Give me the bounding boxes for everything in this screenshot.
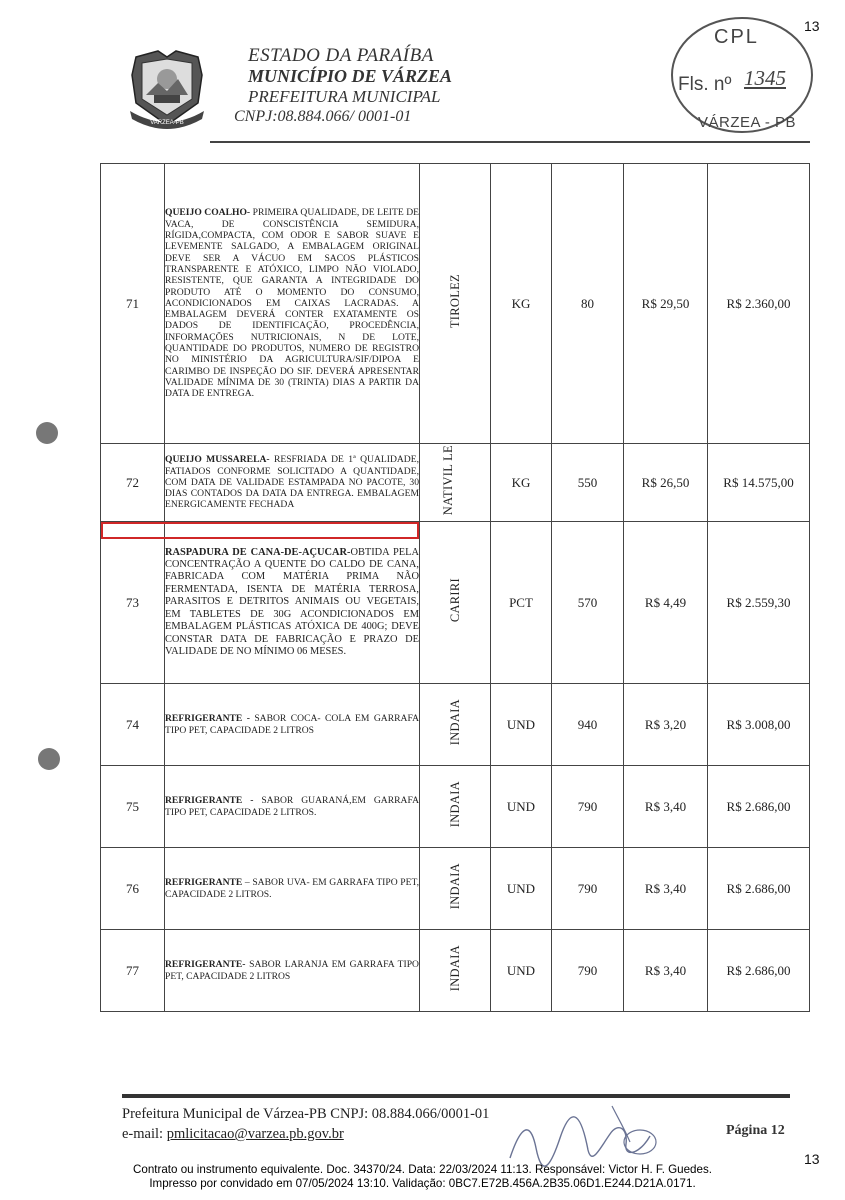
table-row (101, 164, 810, 444)
item-brand: INDAIA (420, 848, 491, 930)
item-description: REFRIGERANTE - SABOR COCA- COLA EM GARRAFA TIPO PET, CAPACIDADE 2 LITROS (165, 684, 420, 766)
item-total: R$ 2.686,00 (708, 766, 810, 848)
item-number: 71 (101, 164, 165, 444)
item-unit: UND (491, 848, 552, 930)
item-quantity: 790 (552, 930, 624, 1012)
item-unit-price: R$ 3,20 (624, 684, 708, 766)
table-row (101, 766, 810, 848)
municipal-crest-logo (128, 45, 206, 133)
validation-note-line2: Impresso por convidado em 07/05/2024 13:10. Validação: 0BC7.E72B.456A.2B35.06D1.E244.D21A.0171. (149, 1177, 696, 1190)
item-quantity: 940 (552, 684, 624, 766)
item-quantity: 790 (552, 766, 624, 848)
item-brand: INDAIA (420, 766, 491, 848)
item-quantity: 790 (552, 848, 624, 930)
item-description: QUEIJO MUSSARELA- RESFRIADA DE 1ª QUALIDADE, FATIADOS CONFORME SOLICITADO A QUANTIDADE, COM DATA DE VALIDADE ESTAMPADA NO PACOTE, 30 DIAS CONTADOS DA DATA DA ENTREGA. EMBALAGEM ENERGICAMENTE FECHADA (165, 444, 420, 522)
footer-email-label: e-mail: (122, 1126, 167, 1142)
item-quantity: 570 (552, 522, 624, 684)
letterhead-cnpj: CNPJ:08.884.066/ 0001-01 (234, 108, 412, 125)
item-unit: PCT (491, 522, 552, 684)
item-unit-price: R$ 3,40 (624, 848, 708, 930)
item-total: R$ 2.559,30 (708, 522, 810, 684)
item-number: 74 (101, 684, 165, 766)
item-number: 77 (101, 930, 165, 1012)
letterhead-rule (210, 141, 810, 143)
item-number: 76 (101, 848, 165, 930)
item-brand: INDAIA (420, 930, 491, 1012)
table-row (101, 444, 810, 522)
cpl-folio-stamp: CPL Fls. nº 1345 VÁRZEA - PB (668, 14, 816, 136)
item-description: QUEIJO COALHO- PRIMEIRA QUALIDADE, DE LEITE DE VACA, DE CONSCISTÊNCIA SEMIDURA, RÍGIDA,COMPACTA, COM ODOR E SABOR SUAVE E LEVEMENTE SALGADO, A EMBALAGEM ORIGINAL DEVE SER A VÁCUO EM SACOS PLÁSTICOS TRANSPARENTE E ATÓXICO, LIMPO NÃO VIOLADO, RESISTENTE, QUE GARANTA A INTEGRIDADE DO PRODUTO ATÉ O MOMENTO DO CONSUMO, ACONDICIONADOS EM CAIXAS LACRADAS. A EMBALAGEM DEVERÁ CONTER EXATAMENTE OS DADOS DE IDENTIFICAÇÃO, PROCEDÊNCIA, INFORMAÇÕES NUTRICIONAIS, N DE LOTE, QUANTIDADE DO PRODUTOS, NUMERO DE REGISTRO NO MINISTÉRIO DA AGRICULTURA/SIF/DIPOA E CARIMBO DE INSPEÇÃO DO SIF. DEVERÁ APRESENTAR VALIDADE MÍNIMA DE 30 (TRINTA) DIAS A PARTIR DA DATA DE ENTREGA. (165, 164, 420, 444)
svg-text:VARZEA-PB: VARZEA-PB (150, 120, 184, 126)
item-unit: UND (491, 684, 552, 766)
item-unit: UND (491, 766, 552, 848)
footer-address: Prefeitura Municipal de Várzea-PB CNPJ: 08.884.066/0001-01 (122, 1106, 490, 1122)
punch-hole (38, 748, 60, 770)
items-table (100, 163, 810, 1012)
item-description: REFRIGERANTE - SABOR GUARANÁ,EM GARRAFA TIPO PET, CAPACIDADE 2 LITROS. (165, 766, 420, 848)
item-unit-price: R$ 4,49 (624, 522, 708, 684)
punch-hole (36, 422, 58, 444)
footer-page-label: Página 12 (726, 1123, 785, 1138)
item-number: 73 (101, 522, 165, 684)
letterhead-office: PREFEITURA MUNICIPAL (248, 87, 441, 106)
item-brand: TIROLEZ (420, 164, 491, 444)
item-description: REFRIGERANTE – SABOR UVA- EM GARRAFA TIPO PET, CAPACIDADE 2 LITROS. (165, 848, 420, 930)
item-brand: INDAIA (420, 684, 491, 766)
item-number: 75 (101, 766, 165, 848)
item-quantity: 550 (552, 444, 624, 522)
page-number-bottom: 13 (804, 1151, 820, 1167)
item-unit: KG (491, 444, 552, 522)
item-total: R$ 2.360,00 (708, 164, 810, 444)
item-description: REFRIGERANTE- SABOR LARANJA EM GARRAFA TIPO PET, CAPACIDADE 2 LITROS (165, 930, 420, 1012)
item-number: 72 (101, 444, 165, 522)
item-total: R$ 14.575,00 (708, 444, 810, 522)
item-unit-price: R$ 3,40 (624, 766, 708, 848)
item-unit: KG (491, 164, 552, 444)
item-unit: UND (491, 930, 552, 1012)
item-unit-price: R$ 26,50 (624, 444, 708, 522)
highlight-box (101, 522, 419, 539)
item-description: RASPADURA DE CANA-DE-AÇUCAR-OBTIDA PELA CONCENTRAÇÃO A QUENTE DO CALDO DE CANA, FABRICADA COM MATÉRIA PRIMA NÃO FERMENTADA, ISENTA DE MATÉRIA TERROSA, PARASITOS E DETRITOS ANIMAIS OU VEGETAIS, EM TABLETES DE 30G ACONDICIONADOS EM EMBALAGEM PLÁSTICAS ATÓXICA DE 400G; DEVE CONSTAR DATA DE FABRICAÇÃO E PRAZO DE VALIDADE DE NO MÍNIMO 06 MESES. (165, 522, 420, 684)
table-row (101, 930, 810, 1012)
letterhead-municipality: MUNICÍPIO DE VÁRZEA (248, 66, 453, 86)
table-row (101, 684, 810, 766)
footer-email-link[interactable]: pmlicitacao@varzea.pb.gov.br (166, 1126, 344, 1142)
item-quantity: 80 (552, 164, 624, 444)
item-unit-price: R$ 29,50 (624, 164, 708, 444)
item-total: R$ 3.008,00 (708, 684, 810, 766)
item-brand: NATIVIL LE (420, 444, 491, 522)
page-number-top: 13 (804, 18, 820, 34)
validation-note-line1: Contrato ou instrumento equivalente. Doc. 34370/24. Data: 22/03/2024 11:13. Responsável: Victor H. F. Guedes. (133, 1163, 712, 1176)
footer-email-line (122, 1126, 344, 1143)
table-row (101, 848, 810, 930)
footer-rule (122, 1094, 790, 1098)
item-brand: CARIRI (420, 522, 491, 684)
item-unit-price: R$ 3,40 (624, 930, 708, 1012)
item-total: R$ 2.686,00 (708, 930, 810, 1012)
item-total: R$ 2.686,00 (708, 848, 810, 930)
table-row (101, 522, 810, 684)
letterhead-state: ESTADO DA PARAÍBA (248, 45, 434, 66)
